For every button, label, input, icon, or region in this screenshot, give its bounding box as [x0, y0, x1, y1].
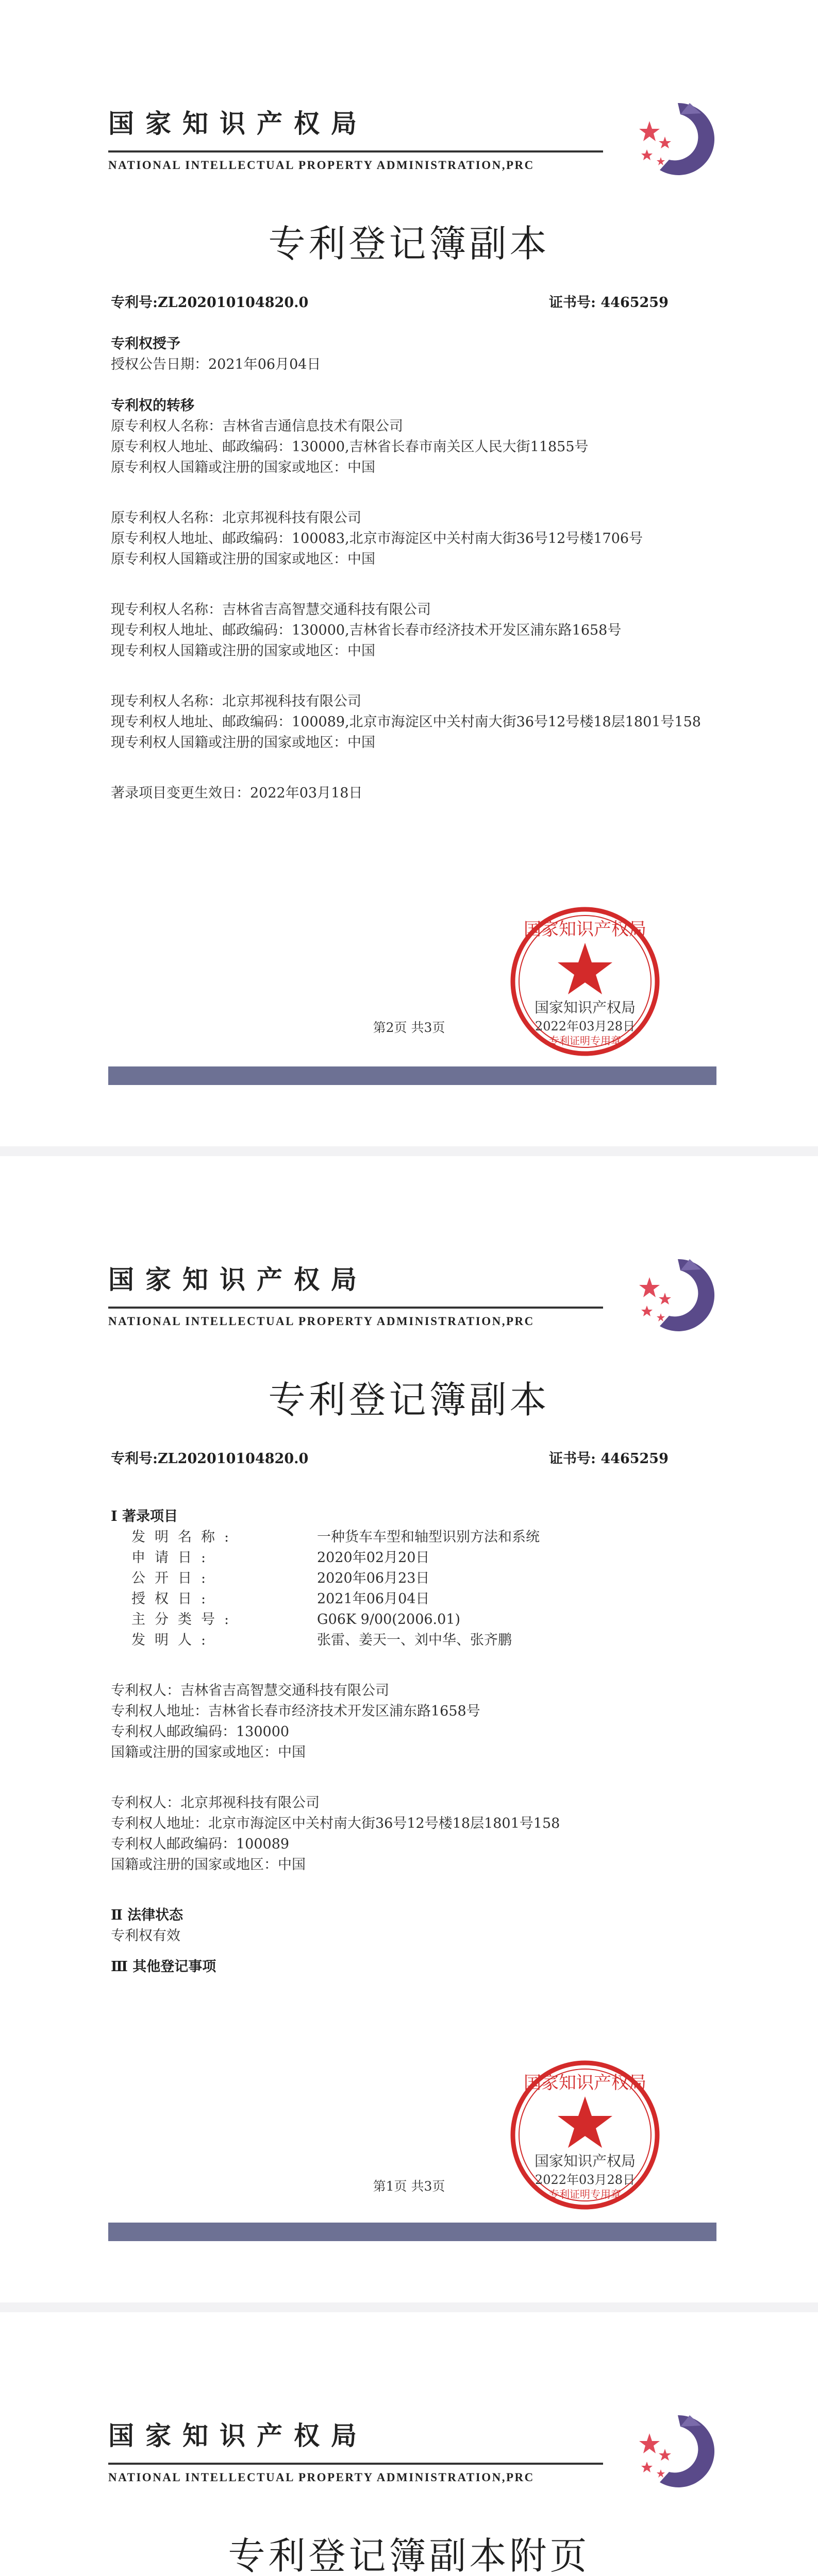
page-gap — [0, 2302, 818, 2312]
bottom-bar — [108, 2223, 716, 2241]
meta-row — [111, 291, 709, 312]
grant-heading: 专利权授予 — [111, 336, 180, 352]
certificate-number: 证书号: 4465259 — [549, 1451, 669, 1467]
patent-number: 专利号:ZL202010104820.0 — [111, 1451, 309, 1467]
document-title: 专利登记簿副本 — [268, 1378, 550, 1421]
seal-ring-text: 国家知识产权局 — [524, 919, 646, 940]
page-number: 第1页 共3页 — [373, 2179, 445, 2194]
patent-number: 专利号:ZL202010104820.0 — [111, 295, 309, 311]
header-divider — [108, 1307, 603, 1309]
document-title: 专利登记簿副本 — [268, 222, 550, 265]
seal-center-text: 国家知识产权局 — [534, 999, 636, 1016]
field-row: 公开日: 2020年06月23日 — [131, 1570, 430, 1586]
legal-status-value: 专利权有效 — [111, 1928, 180, 1944]
header-divider — [108, 2463, 603, 2465]
owner-1-zip: 专利权人邮政编码：130000 — [111, 1724, 290, 1740]
page-gap — [0, 1146, 818, 1156]
org-name-en: NATIONAL INTELLECTUAL PROPERTY ADMINISTRATION,PRC — [108, 159, 535, 172]
org-name-cn: 国家知识产权局 — [108, 1264, 368, 1295]
owner-1-name: 专利权人：吉林省吉高智慧交通科技有限公司 — [111, 1683, 389, 1699]
owner-2-zip: 专利权人邮政编码：100089 — [111, 1836, 290, 1852]
seal-date: 2022年03月28日 — [535, 1019, 636, 1033]
page-1 — [0, 0, 818, 1146]
section-legal-status: Ⅱ 法律状态 — [111, 1907, 183, 1923]
page-header — [108, 1249, 716, 1336]
cur-owner-2-country: 现专利权人国籍或注册的国家或地区：中国 — [111, 735, 375, 751]
owner-2-country: 国籍或注册的国家或地区：中国 — [111, 1857, 306, 1873]
org-name-en: NATIONAL INTELLECTUAL PROPERTY ADMINISTRATION,PRC — [108, 2471, 535, 2484]
page-body — [111, 1506, 709, 1977]
page-number: 第2页 共3页 — [373, 1020, 445, 1035]
field-row: 主分类号: G06K 9/00(2006.01) — [131, 1612, 461, 1628]
meta-row — [111, 1447, 709, 1468]
seal-bottom-text: 专利证明专用章 — [549, 2188, 621, 2200]
owner-1-country: 国籍或注册的国家或地区：中国 — [111, 1744, 306, 1760]
org-name-cn: 国家知识产权局 — [108, 2420, 368, 2451]
cur-owner-1-country: 现专利权人国籍或注册的国家或地区：中国 — [111, 643, 375, 659]
field-row: 申请日: 2020年02月20日 — [131, 1550, 430, 1566]
seal-date: 2022年03月28日 — [535, 2173, 636, 2187]
page-3 — [0, 2312, 818, 2576]
header-divider — [108, 150, 603, 152]
page-body — [111, 334, 709, 804]
section-other: Ⅲ 其他登记事项 — [111, 1959, 216, 1975]
cur-owner-1-address: 现专利权人地址、邮政编码：130000,吉林省长春市经济技术开发区浦东路1658号 — [111, 622, 622, 638]
seal-bottom-text: 专利证明专用章 — [549, 1035, 621, 1047]
transfer-heading: 专利权的转移 — [111, 398, 194, 414]
orig-owner-1-name: 原专利权人名称：吉林省吉通信息技术有限公司 — [111, 418, 403, 434]
certificate-number: 证书号: 4465259 — [549, 295, 669, 311]
org-name-en: NATIONAL INTELLECTUAL PROPERTY ADMINISTRATION,PRC — [108, 1315, 535, 1328]
orig-owner-2-name: 原专利权人名称：北京邦视科技有限公司 — [111, 510, 361, 526]
seal-ring-text: 国家知识产权局 — [524, 2073, 646, 2093]
seal-center-text: 国家知识产权局 — [534, 2153, 636, 2170]
orig-owner-2-address: 原专利权人地址、邮政编码：100083,北京市海淀区中关村南大街36号12号楼1706号 — [111, 531, 643, 547]
owner-1-address: 专利权人地址：吉林省长春市经济技术开发区浦东路1658号 — [111, 1703, 480, 1719]
cnipa-logo-icon — [629, 93, 727, 180]
section-bibliographic: Ⅰ 著录项目 — [111, 1509, 178, 1524]
owner-2-name: 专利权人：北京邦视科技有限公司 — [111, 1795, 320, 1811]
cnipa-logo-icon — [629, 2405, 727, 2493]
cnipa-logo-icon — [629, 1249, 727, 1336]
field-row: 发明名称: 一种货车车型和轴型识别方法和系统 — [131, 1529, 540, 1545]
owner-2-address: 专利权人地址：北京市海淀区中关村南大街36号12号楼18层1801号158 — [111, 1816, 560, 1832]
page-header — [108, 2405, 716, 2493]
cur-owner-2-address: 现专利权人地址、邮政编码：100089,北京市海淀区中关村南大街36号12号楼18层1801号158 — [111, 714, 701, 730]
field-row: 授权日: 2021年06月04日 — [131, 1591, 430, 1607]
page-header — [108, 93, 716, 180]
cur-owner-2-name: 现专利权人名称：北京邦视科技有限公司 — [111, 693, 361, 709]
cur-owner-1-name: 现专利权人名称：吉林省吉高智慧交通科技有限公司 — [111, 602, 431, 618]
change-effective-date: 著录项目变更生效日：2022年03月18日 — [111, 785, 363, 801]
page-2 — [0, 1156, 818, 2302]
orig-owner-1-address: 原专利权人地址、邮政编码：130000,吉林省长春市南关区人民大街11855号 — [111, 439, 589, 455]
orig-owner-2-country: 原专利权人国籍或注册的国家或地区：中国 — [111, 551, 375, 567]
bottom-bar — [108, 1066, 716, 1085]
orig-owner-1-country: 原专利权人国籍或注册的国家或地区：中国 — [111, 460, 375, 476]
org-name-cn: 国家知识产权局 — [108, 108, 368, 139]
grant-date: 授权公告日期：2021年06月04日 — [111, 357, 321, 372]
field-row: 发明人: 张雷、姜天一、刘中华、张齐鹏 — [131, 1632, 512, 1648]
document-title: 专利登记簿副本附页 — [228, 2534, 590, 2576]
